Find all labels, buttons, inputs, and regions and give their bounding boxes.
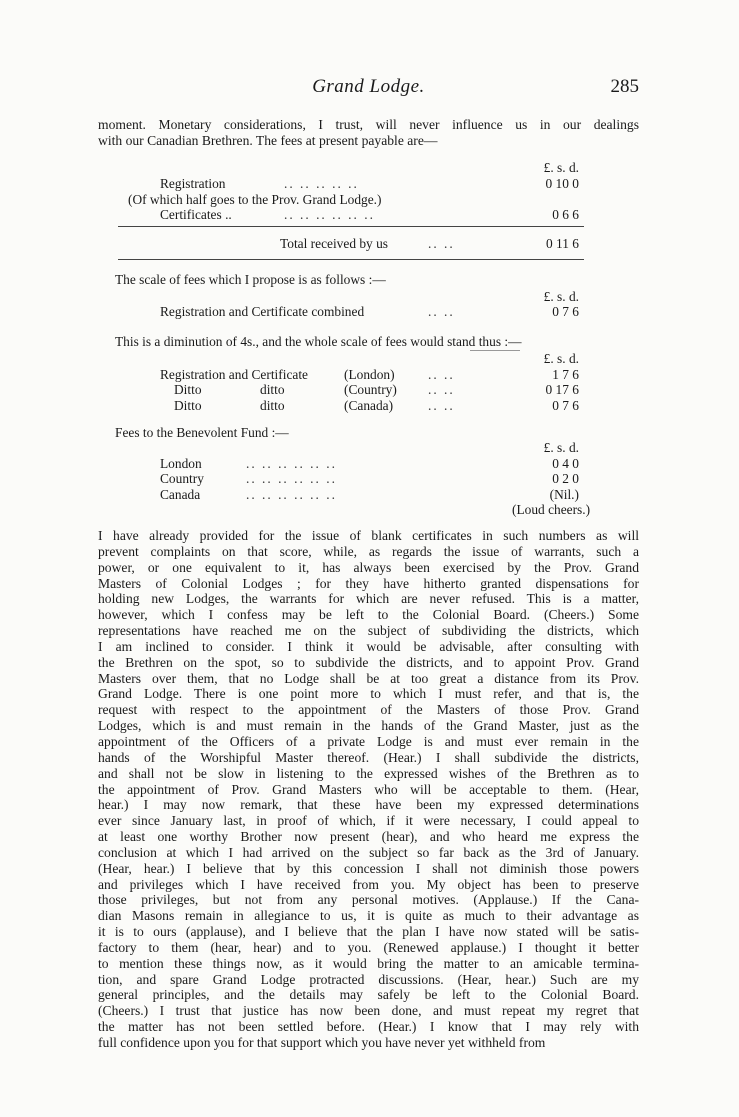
- text-line: the Brethren on the spot, so to subdivide the districts, and to appoint Prov. Grand: [98, 654, 639, 670]
- fee-amount: (Nil.): [549, 487, 579, 502]
- fee-label: London: [160, 456, 202, 471]
- fee-note: (Of which half goes to the Prov. Grand Lodge.): [128, 192, 382, 207]
- fee-label: Canada: [160, 487, 201, 502]
- fee-label-ditto: ditto: [260, 382, 285, 397]
- running-title: Grand Lodge.: [312, 76, 425, 97]
- fee-label: Registration and Certificate: [160, 367, 308, 382]
- total-label: Total received by us: [280, 236, 389, 251]
- text-line: general principles, and the details may safely be left to the Colonial Board.: [98, 987, 639, 1003]
- text-line: conclusion at which I had arrived on the subject so far back as the 3rd of January.: [98, 844, 639, 860]
- faint-rule: [470, 350, 520, 351]
- dot-leaders: .. .. .. .. .. ..: [246, 471, 337, 486]
- text-line: prevent complaints on that score, while, as regards the issue of warrants, such a: [98, 543, 639, 559]
- fee-label: Certificates ..: [160, 207, 232, 222]
- text-line: hear.) I may now remark, that these have been my expressed determinations: [98, 797, 639, 813]
- page-number: 285: [610, 76, 639, 97]
- text-line: I have already provided for the issue of blank certificates in such numbers as will: [98, 528, 639, 543]
- fee-label: Registration: [160, 176, 226, 191]
- divider-rule: [118, 259, 584, 260]
- dot-leaders: .. .. .. .. ..: [284, 176, 359, 191]
- intro-paragraph: [98, 117, 639, 149]
- currency-header: £. s. d.: [543, 160, 579, 175]
- text-line: the appointment of Prov. Grand Masters who will be acceptable to them. (Hear,: [98, 781, 639, 797]
- text-line: at least one worthy Brother now present (hear), and who heard me express the: [98, 829, 639, 845]
- fee-region: (Country): [344, 382, 397, 397]
- page-header: [98, 76, 639, 100]
- text-line: however, which I confess may be left to the Colonial Board. (Cheers.) Some: [98, 607, 639, 623]
- text-line: appointment of the Officers of a private Lodge is and must ever remain in the: [98, 733, 639, 749]
- total-amount: 0 11 6: [546, 236, 579, 251]
- text-line: moment. Monetary considerations, I trust, will never influence us in our dealings: [98, 117, 639, 132]
- dot-leaders: .. .. .. .. .. ..: [246, 487, 337, 502]
- text-line: Masters of Colonial Lodges ; for they have hitherto granted dispensations for: [98, 575, 639, 591]
- body-paragraph: [98, 528, 639, 1051]
- text-line: Masters over them, that no Lodge shall be at too great a distance from its Prov.: [98, 670, 639, 686]
- dot-leaders: .. .. .. .. .. ..: [246, 456, 337, 471]
- text-line: tion, and spare Grand Lodge protracted discussions. (Hear, hear.) Such are my: [98, 971, 639, 987]
- fee-amount: 0 7 6: [552, 304, 579, 319]
- text-line: factory to them (hear, hear) and to you. (Renewed applause.) I thought it better: [98, 939, 639, 955]
- text-line: ever since January last, in proof of which, if it were necessary, I could appeal to: [98, 813, 639, 829]
- fee-amount: 0 17 6: [545, 382, 579, 397]
- fee-region: (Canada): [344, 398, 394, 413]
- text-line: full confidence upon you for that support which you have never yet withheld from: [98, 1035, 546, 1050]
- fee-label: Ditto: [174, 382, 202, 397]
- fee-amount: 1 7 6: [552, 367, 579, 382]
- dot-leaders: .. ..: [428, 304, 455, 319]
- fee-amount: 0 4 0: [552, 456, 579, 471]
- proposed-intro: The scale of fees which I propose is as follows :—: [115, 272, 386, 287]
- benevolent-intro: Fees to the Benevolent Fund :—: [115, 425, 289, 440]
- fee-amount: 0 10 0: [545, 176, 579, 191]
- text-line: hands of the Worshipful Master thereof. (Hear.) I shall subdivide the districts,: [98, 749, 639, 765]
- text-line: it is to ours (applause), and I believe that the plan I have now stated will be satis-: [98, 924, 639, 940]
- text-line: to mention these things now, as it would bring the matter to an amicable termina-: [98, 955, 639, 971]
- text-line: I am inclined to consider. I think it would be advisable, after consulting with: [98, 638, 639, 654]
- dot-leaders: .. .. .. .. .. ..: [284, 207, 375, 222]
- text-line: the matter has not been settled before. (Hear.) I know that I may rely with: [98, 1019, 639, 1035]
- divider-rule: [118, 226, 584, 227]
- currency-header: £. s. d.: [543, 351, 579, 366]
- text-line: dian Masons remain in allegiance to us, it is quite as much to their advantage as: [98, 908, 639, 924]
- text-line: power, or one equivalent to it, has always been exercised by the Prov. Grand: [98, 559, 639, 575]
- text-line: Grand Lodge. There is one point more to which I must refer, and that is, the: [98, 686, 639, 702]
- fee-label-ditto: ditto: [260, 398, 285, 413]
- fee-label: Registration and Certificate combined: [160, 304, 365, 319]
- dot-leaders: .. ..: [428, 398, 455, 413]
- dot-leaders: .. ..: [428, 236, 455, 251]
- text-line: representations have reached me on the subject of subdividing the districts, which: [98, 623, 639, 639]
- text-line: (Cheers.) I trust that justice has now been done, and must repeat my regret that: [98, 1003, 639, 1019]
- text-line: request with respect to the appointment of the Masters of those Prov. Grand: [98, 702, 639, 718]
- fee-amount: 0 7 6: [552, 398, 579, 413]
- fee-label: Country: [160, 471, 204, 486]
- text-line: and privileges which I have received from you. My object has been to preserve: [98, 876, 639, 892]
- fee-label: Ditto: [174, 398, 202, 413]
- fee-region: (London): [344, 367, 395, 382]
- diminution-text: This is a diminution of 4s., and the whole scale of fees would stand thus :—: [115, 334, 522, 349]
- fee-amount: 0 2 0: [552, 471, 579, 486]
- cheers-note: (Loud cheers.): [512, 502, 591, 517]
- text-line: Lodges, which is and must remain in the hands of the Grand Master, just as the: [98, 718, 639, 734]
- currency-header: £. s. d.: [543, 289, 579, 304]
- dot-leaders: .. ..: [428, 367, 455, 382]
- dot-leaders: .. ..: [428, 382, 455, 397]
- currency-header: £. s. d.: [543, 440, 579, 455]
- text-line: holding new Lodges, the warrants for which are never refused. This is a matter,: [98, 591, 639, 607]
- text-line: with our Canadian Brethren. The fees at present payable are—: [98, 133, 438, 148]
- text-line: and shall not be slow in listening to the expressed wishes of the Brethren as to: [98, 765, 639, 781]
- fee-amount: 0 6 6: [552, 207, 579, 222]
- text-line: those privileges, but not from any personal motives. (Applause.) If the Cana-: [98, 892, 639, 908]
- text-line: (Hear, hear.) I believe that by this concession I shall not diminish those powers: [98, 860, 639, 876]
